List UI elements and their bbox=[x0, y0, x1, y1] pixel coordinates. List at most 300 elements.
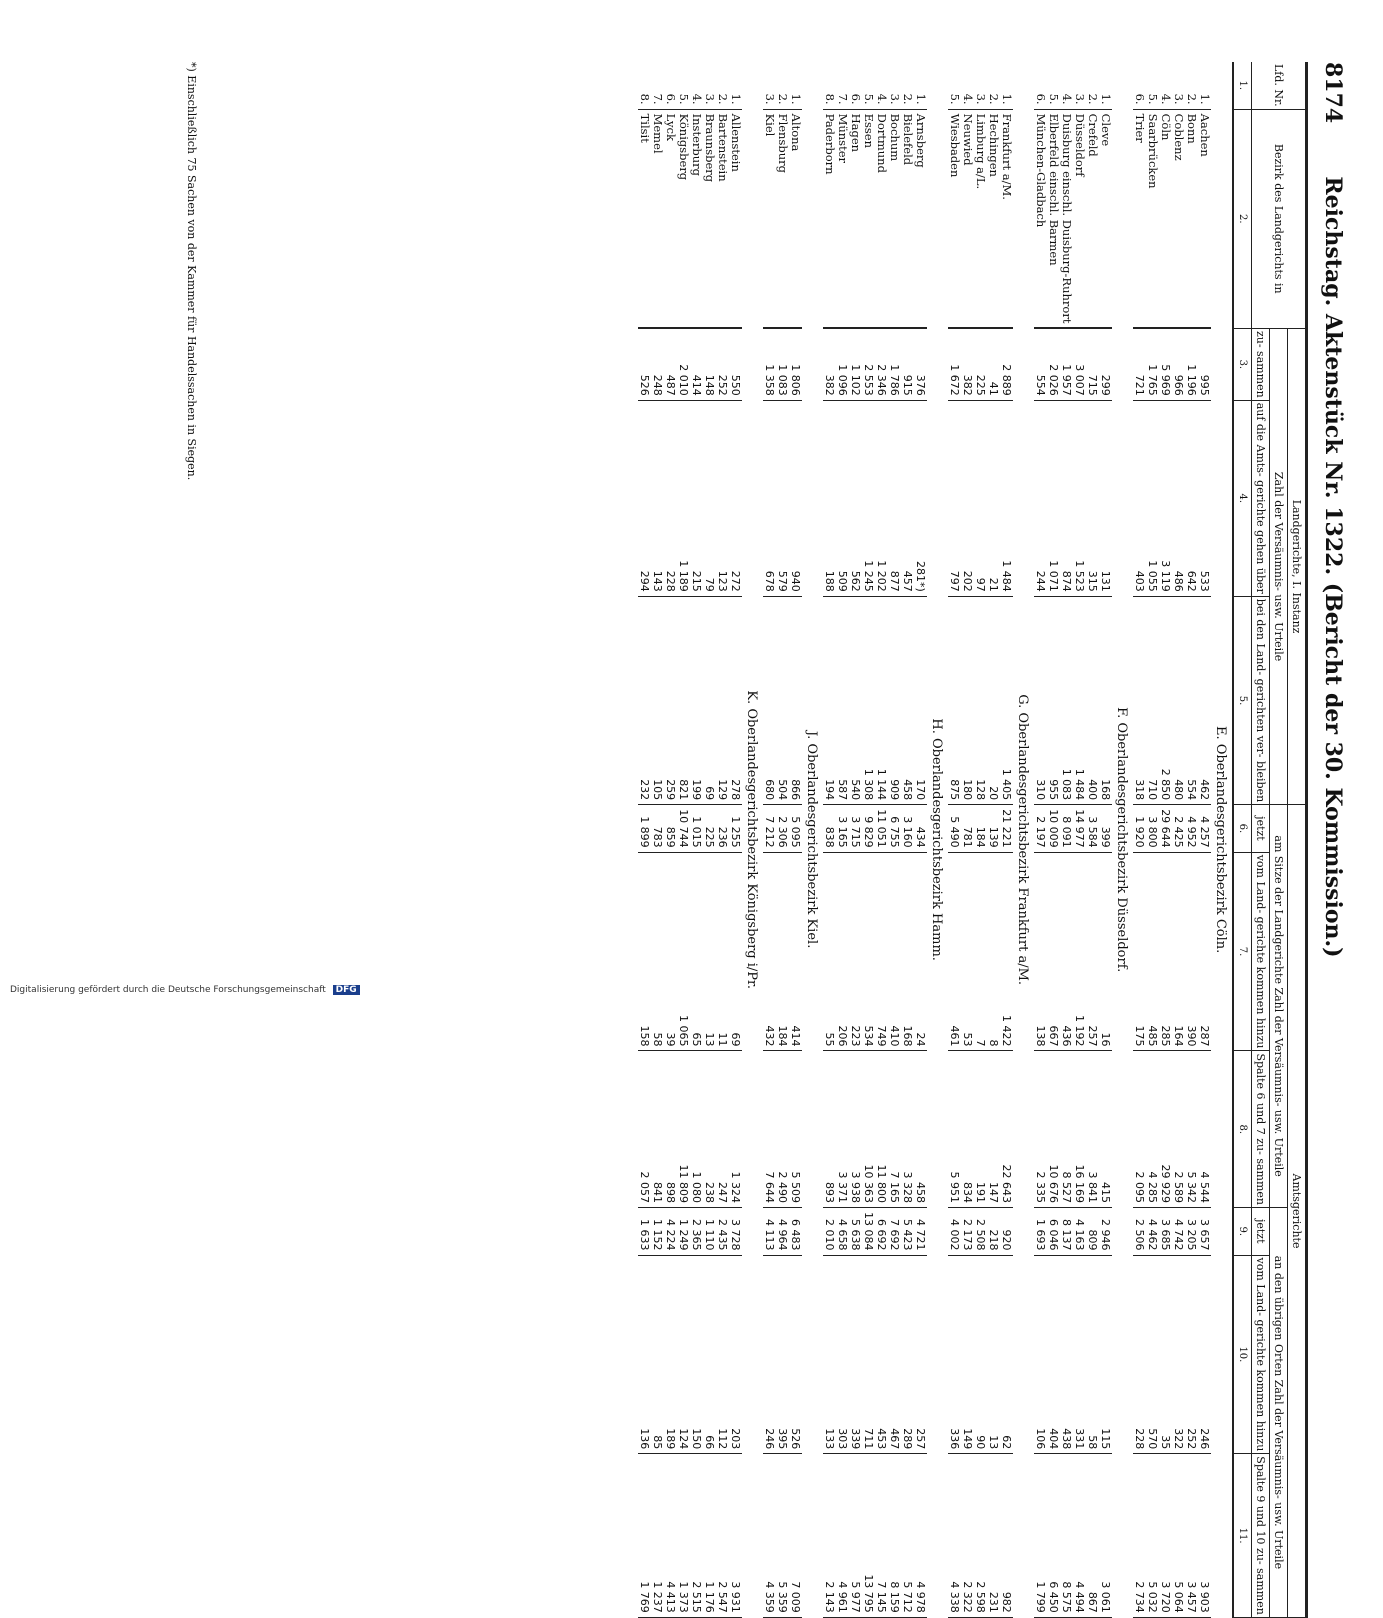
value-cell: 5 490 bbox=[948, 805, 961, 853]
value-cell: 570 bbox=[1146, 1255, 1159, 1454]
value-cell: 79 bbox=[703, 400, 716, 596]
row-number: 3. bbox=[763, 62, 776, 109]
value-cell: 550 bbox=[729, 328, 742, 400]
value-cell: 4 338 bbox=[948, 1454, 961, 1618]
value-cell: 11 051 bbox=[875, 805, 888, 853]
value-cell: 1 249 bbox=[677, 1208, 690, 1256]
row-number: 3. bbox=[703, 62, 716, 109]
value-cell: 487 bbox=[664, 328, 677, 400]
value-cell: 3 903 bbox=[1198, 1454, 1211, 1618]
value-cell: 715 bbox=[1086, 328, 1099, 400]
value-cell: 231 bbox=[987, 1454, 1000, 1618]
value-cell: 5 095 bbox=[789, 805, 802, 853]
value-cell: 4 224 bbox=[664, 1208, 677, 1256]
col-3-header: zu- sammen bbox=[1252, 328, 1270, 400]
value-cell: 1 633 bbox=[638, 1208, 651, 1256]
value-cell: 6 692 bbox=[875, 1208, 888, 1256]
value-cell: 467 bbox=[888, 1255, 901, 1454]
dfg-logo: DFG bbox=[333, 985, 360, 995]
value-cell: 909 bbox=[888, 596, 901, 804]
value-cell: 257 bbox=[1086, 852, 1099, 1051]
section-heading-row bbox=[1112, 62, 1133, 1617]
value-cell: 711 bbox=[862, 1255, 875, 1454]
section-title: K. Oberlandesgerichtsbezirk Königsberg i/Pr. bbox=[744, 690, 759, 989]
value-cell: 995 bbox=[1198, 328, 1211, 400]
section-heading-row bbox=[1211, 62, 1233, 1617]
value-cell: 14 977 bbox=[1073, 805, 1086, 853]
value-cell: 1 765 bbox=[1146, 328, 1159, 400]
ag-sitz-group-header: am Sitze der Landgerichte Zahl der Versäumnis- usw. Urteile bbox=[1270, 805, 1288, 1208]
value-cell: 259 bbox=[664, 596, 677, 804]
column-number: 2. bbox=[1233, 109, 1252, 328]
row-number: 5. bbox=[1146, 62, 1159, 109]
value-cell: 285 bbox=[1159, 852, 1172, 1051]
section-title: F. Oberlandesgerichtsbezirk Düsseldorf. bbox=[1114, 707, 1129, 973]
value-cell: 3 205 bbox=[1185, 1208, 1198, 1256]
value-cell: 191 bbox=[974, 1051, 987, 1208]
row-number: 4. bbox=[1159, 62, 1172, 109]
value-cell: 246 bbox=[1198, 1255, 1211, 1454]
row-number: 3. bbox=[974, 62, 987, 109]
col-nr-header: Lfd. Nr. bbox=[1252, 62, 1307, 109]
row-number: 6. bbox=[664, 62, 677, 109]
value-cell: 2 506 bbox=[1133, 1208, 1146, 1256]
value-cell: 462 bbox=[1198, 596, 1211, 804]
value-cell: 90 bbox=[974, 1255, 987, 1454]
district-name: Kiel bbox=[763, 109, 776, 328]
row-number: 3. bbox=[888, 62, 901, 109]
value-cell: 184 bbox=[776, 852, 789, 1051]
value-cell: 138 bbox=[1034, 852, 1047, 1051]
district-name: Elberfeld einschl. Barmen bbox=[1047, 109, 1060, 328]
table-row bbox=[664, 62, 677, 1617]
amtsgerichte-header: Amtsgerichte bbox=[1288, 805, 1307, 1618]
table-row bbox=[651, 62, 664, 1617]
district-name: Tilsit bbox=[638, 109, 651, 328]
value-cell: 199 bbox=[690, 596, 703, 804]
value-cell: 1 015 bbox=[690, 805, 703, 853]
column-number: 9. bbox=[1233, 1208, 1252, 1256]
value-cell: 2 095 bbox=[1133, 1051, 1146, 1208]
value-cell: 16 bbox=[1099, 852, 1112, 1051]
table-row bbox=[914, 62, 927, 1617]
value-cell: 1 523 bbox=[1073, 400, 1086, 596]
district-name: Neuwied bbox=[961, 109, 974, 328]
column-number: 3. bbox=[1233, 328, 1252, 400]
table-row bbox=[1099, 62, 1112, 1617]
value-cell: 203 bbox=[729, 1255, 742, 1454]
district-name: Hagen bbox=[849, 109, 862, 328]
value-cell: 1 358 bbox=[763, 328, 776, 400]
value-cell: 303 bbox=[836, 1255, 849, 1454]
value-cell: 2 010 bbox=[823, 1208, 836, 1256]
row-number: 6. bbox=[849, 62, 862, 109]
value-cell: 1 055 bbox=[1146, 400, 1159, 596]
page-number: 8174 bbox=[1320, 62, 1346, 124]
value-cell: 2 143 bbox=[823, 1454, 836, 1618]
digitization-credit bbox=[10, 985, 360, 995]
section-title: J. Oberlandesgerichtsbezirk Kiel. bbox=[804, 730, 819, 949]
value-cell: 376 bbox=[914, 328, 927, 400]
value-cell: 3 931 bbox=[729, 1454, 742, 1618]
table-row bbox=[716, 62, 729, 1617]
value-cell: 8 575 bbox=[1060, 1454, 1073, 1618]
value-cell: 2 010 bbox=[677, 328, 690, 400]
value-cell: 1 065 bbox=[677, 852, 690, 1051]
district-name: Düsseldorf bbox=[1073, 109, 1086, 328]
value-cell: 158 bbox=[638, 852, 651, 1051]
col-4-header: auf die Amts- gerichte gehen über bbox=[1252, 400, 1270, 596]
value-cell: 228 bbox=[664, 400, 677, 596]
value-cell: 223 bbox=[849, 852, 862, 1051]
value-cell: 3 119 bbox=[1159, 400, 1172, 596]
value-cell: 534 bbox=[862, 852, 875, 1051]
table-row bbox=[901, 62, 914, 1617]
column-number: 11. bbox=[1233, 1454, 1252, 1618]
value-cell: 1 080 bbox=[690, 1051, 703, 1208]
value-cell: 3 165 bbox=[836, 805, 849, 853]
value-cell: 859 bbox=[664, 805, 677, 853]
row-number: 6. bbox=[1133, 62, 1146, 109]
value-cell: 485 bbox=[1146, 852, 1159, 1051]
table-row bbox=[677, 62, 690, 1617]
value-cell: 85 bbox=[651, 1255, 664, 1454]
statistics-table bbox=[638, 62, 1308, 1618]
value-cell: 680 bbox=[763, 596, 776, 804]
value-cell: 3 720 bbox=[1159, 1454, 1172, 1618]
value-cell: 11 bbox=[716, 852, 729, 1051]
section-title: H. Oberlandesgerichtsbezirk Hamm. bbox=[929, 718, 944, 961]
value-cell: 21 bbox=[987, 400, 1000, 596]
row-number: 2. bbox=[776, 62, 789, 109]
value-cell: 2 515 bbox=[690, 1454, 703, 1618]
value-cell: 5 509 bbox=[789, 1051, 802, 1208]
district-name: Münster bbox=[836, 109, 849, 328]
value-cell: 1 920 bbox=[1133, 805, 1146, 853]
col-bezirk-header: Bezirk des Landgerichts in bbox=[1252, 109, 1307, 328]
table-row bbox=[1073, 62, 1086, 1617]
section-heading-row bbox=[802, 62, 823, 1617]
value-cell: 874 bbox=[1060, 400, 1073, 596]
district-name: Hechingen bbox=[987, 109, 1000, 328]
value-cell: 188 bbox=[823, 400, 836, 596]
lg-group-header: Zahl der Versäumnis- usw. Urteile bbox=[1270, 328, 1288, 804]
value-cell: 2 889 bbox=[1000, 328, 1013, 400]
value-cell: 1 405 bbox=[1000, 596, 1013, 804]
value-cell: 175 bbox=[1133, 852, 1146, 1051]
value-cell: 147 bbox=[987, 1051, 1000, 1208]
value-cell: 232 bbox=[638, 596, 651, 804]
value-cell: 920 bbox=[1000, 1208, 1013, 1256]
district-name: Coblenz bbox=[1172, 109, 1185, 328]
value-cell: 6 450 bbox=[1047, 1454, 1060, 1618]
value-cell: 2 946 bbox=[1099, 1208, 1112, 1256]
value-cell: 2 335 bbox=[1034, 1051, 1047, 1208]
value-cell: 579 bbox=[776, 400, 789, 596]
value-cell: 395 bbox=[776, 1255, 789, 1454]
row-number: 1. bbox=[1000, 62, 1013, 109]
district-name: Limburg a/L. bbox=[974, 109, 987, 328]
value-cell: 461 bbox=[948, 852, 961, 1051]
value-cell: 1 484 bbox=[1073, 596, 1086, 804]
table-row bbox=[763, 62, 776, 1617]
value-cell: 7 165 bbox=[888, 1051, 901, 1208]
value-cell: 278 bbox=[729, 596, 742, 804]
value-cell: 1 083 bbox=[1060, 596, 1073, 804]
table-row bbox=[1133, 62, 1146, 1617]
table-row bbox=[862, 62, 875, 1617]
table-row bbox=[776, 62, 789, 1617]
value-cell: 3 728 bbox=[729, 1208, 742, 1256]
value-cell: 289 bbox=[901, 1255, 914, 1454]
table-row bbox=[1034, 62, 1047, 1617]
value-cell: 404 bbox=[1047, 1255, 1060, 1454]
value-cell: 55 bbox=[823, 852, 836, 1051]
value-cell: 390 bbox=[1185, 852, 1198, 1051]
row-number: 8. bbox=[823, 62, 836, 109]
value-cell: 414 bbox=[690, 328, 703, 400]
value-cell: 24 bbox=[914, 852, 927, 1051]
value-cell: 244 bbox=[1034, 400, 1047, 596]
value-cell: 8 159 bbox=[888, 1454, 901, 1618]
row-number: 2. bbox=[716, 62, 729, 109]
value-cell: 982 bbox=[1000, 1454, 1013, 1618]
value-cell: 1 899 bbox=[638, 805, 651, 853]
district-name: Aachen bbox=[1198, 109, 1211, 328]
value-cell: 136 bbox=[638, 1255, 651, 1454]
section-heading-row bbox=[1013, 62, 1034, 1617]
value-cell: 2 026 bbox=[1047, 328, 1060, 400]
value-cell: 3 007 bbox=[1073, 328, 1086, 400]
section-heading-row bbox=[742, 62, 763, 1617]
value-cell: 13 084 bbox=[862, 1208, 875, 1256]
district-name: Bochum bbox=[888, 109, 901, 328]
value-cell: 458 bbox=[901, 596, 914, 804]
value-cell: 58 bbox=[1086, 1255, 1099, 1454]
value-cell: 781 bbox=[961, 805, 974, 853]
value-cell: 2 553 bbox=[862, 328, 875, 400]
value-cell: 1 202 bbox=[875, 400, 888, 596]
row-number: 3. bbox=[1073, 62, 1086, 109]
value-cell: 4 359 bbox=[763, 1454, 776, 1618]
value-cell: 2 850 bbox=[1159, 596, 1172, 804]
value-cell: 8 bbox=[987, 852, 1000, 1051]
footnote: *) Einschließlich 75 Sachen von der Kammer für Handelssachen in Siegen. bbox=[185, 62, 198, 481]
value-cell: 3 715 bbox=[849, 805, 862, 853]
value-cell: 252 bbox=[716, 328, 729, 400]
value-cell: 1 176 bbox=[703, 1454, 716, 1618]
credit-text: Digitalisierung gefördert durch die Deutsche Forschungsgemeinschaft bbox=[10, 985, 326, 995]
row-number: 5. bbox=[677, 62, 690, 109]
value-cell: 5 423 bbox=[901, 1208, 914, 1256]
value-cell: 1 786 bbox=[888, 328, 901, 400]
table-row bbox=[789, 62, 802, 1617]
value-cell: 434 bbox=[914, 805, 927, 853]
value-cell: 1 102 bbox=[849, 328, 862, 400]
district-name: Cleve bbox=[1099, 109, 1112, 328]
table-row bbox=[875, 62, 888, 1617]
col-5-header: bei den Land- gerichten ver- bleiben bbox=[1252, 596, 1270, 804]
row-number: 2. bbox=[901, 62, 914, 109]
value-cell: 2 197 bbox=[1034, 805, 1047, 853]
table-row bbox=[1198, 62, 1211, 1617]
value-cell: 1 196 bbox=[1185, 328, 1198, 400]
value-cell: 29 929 bbox=[1159, 1051, 1172, 1208]
value-cell: 642 bbox=[1185, 400, 1198, 596]
value-cell: 5 064 bbox=[1172, 1454, 1185, 1618]
value-cell: 562 bbox=[849, 400, 862, 596]
district-name: Allenstein bbox=[729, 109, 742, 328]
value-cell: 1 484 bbox=[1000, 400, 1013, 596]
section-title: E. Oberlandesgerichtsbezirk Cöln. bbox=[1213, 726, 1228, 954]
row-number: 6. bbox=[1034, 62, 1047, 109]
value-cell: 7 009 bbox=[789, 1454, 802, 1618]
value-cell: 403 bbox=[1133, 400, 1146, 596]
value-cell: 10 744 bbox=[677, 805, 690, 853]
value-cell: 10 363 bbox=[862, 1051, 875, 1208]
value-cell: 3 584 bbox=[1086, 805, 1099, 853]
row-number: 7. bbox=[836, 62, 849, 109]
district-name: Altona bbox=[789, 109, 802, 328]
value-cell: 1 152 bbox=[651, 1208, 664, 1256]
value-cell: 294 bbox=[638, 400, 651, 596]
value-cell: 898 bbox=[664, 1051, 677, 1208]
value-cell: 4 721 bbox=[914, 1208, 927, 1256]
value-cell: 955 bbox=[1047, 596, 1060, 804]
table-row bbox=[1047, 62, 1060, 1617]
value-cell: 526 bbox=[789, 1255, 802, 1454]
value-cell: 5 342 bbox=[1185, 1051, 1198, 1208]
table-row bbox=[729, 62, 742, 1617]
value-cell: 106 bbox=[1034, 1255, 1047, 1454]
value-cell: 554 bbox=[1034, 328, 1047, 400]
table-row bbox=[836, 62, 849, 1617]
value-cell: 940 bbox=[789, 400, 802, 596]
value-cell: 105 bbox=[651, 596, 664, 804]
district-name: Königsberg bbox=[677, 109, 690, 328]
value-cell: 123 bbox=[716, 400, 729, 596]
value-cell: 400 bbox=[1086, 596, 1099, 804]
value-cell: 458 bbox=[914, 1051, 927, 1208]
value-cell: 2 306 bbox=[776, 805, 789, 853]
district-name: Bonn bbox=[1185, 109, 1198, 328]
value-cell: 246 bbox=[763, 1255, 776, 1454]
value-cell: 1 255 bbox=[729, 805, 742, 853]
value-cell: 587 bbox=[836, 596, 849, 804]
value-cell: 4 462 bbox=[1146, 1208, 1159, 1256]
district-name: Crefeld bbox=[1086, 109, 1099, 328]
value-cell: 39 bbox=[664, 852, 677, 1051]
table-row bbox=[823, 62, 836, 1617]
value-cell: 2 322 bbox=[961, 1454, 974, 1618]
value-cell: 180 bbox=[961, 596, 974, 804]
value-cell: 5 359 bbox=[776, 1454, 789, 1618]
value-cell: 5 638 bbox=[849, 1208, 862, 1256]
value-cell: 1 672 bbox=[948, 328, 961, 400]
value-cell: 414 bbox=[789, 852, 802, 1051]
value-cell: 66 bbox=[703, 1255, 716, 1454]
district-name: München-Gladbach bbox=[1034, 109, 1047, 328]
value-cell: 533 bbox=[1198, 400, 1211, 596]
value-cell: 206 bbox=[836, 852, 849, 1051]
column-number: 5. bbox=[1233, 596, 1252, 804]
value-cell: 457 bbox=[901, 400, 914, 596]
value-cell: 867 bbox=[1086, 1454, 1099, 1618]
value-cell: 2 734 bbox=[1133, 1454, 1146, 1618]
value-cell: 272 bbox=[729, 400, 742, 596]
value-cell: 149 bbox=[961, 1255, 974, 1454]
page-header bbox=[1313, 62, 1353, 962]
value-cell: 7 644 bbox=[763, 1051, 776, 1208]
value-cell: 838 bbox=[823, 805, 836, 853]
value-cell: 382 bbox=[823, 328, 836, 400]
value-cell: 5 951 bbox=[948, 1051, 961, 1208]
value-cell: 184 bbox=[974, 805, 987, 853]
value-cell: 8 527 bbox=[1060, 1051, 1073, 1208]
value-cell: 13 bbox=[987, 1255, 1000, 1454]
landgerichte-header: Landgerichte, I. Instanz bbox=[1288, 328, 1307, 804]
row-number: 8. bbox=[638, 62, 651, 109]
col-11-header: Spalte 9 und 10 zu- sammen bbox=[1252, 1454, 1270, 1618]
col-9-header: jetzt bbox=[1252, 1208, 1270, 1256]
value-cell: 252 bbox=[1185, 1255, 1198, 1454]
value-cell: 318 bbox=[1133, 596, 1146, 804]
district-name: Arnsberg bbox=[914, 109, 927, 328]
value-cell: 415 bbox=[1099, 1051, 1112, 1208]
value-cell: 4 658 bbox=[836, 1208, 849, 1256]
value-cell: 20 bbox=[987, 596, 1000, 804]
value-cell: 1 096 bbox=[836, 328, 849, 400]
column-number-row bbox=[1233, 62, 1252, 1617]
value-cell: 8 091 bbox=[1060, 805, 1073, 853]
value-cell: 4 742 bbox=[1172, 1208, 1185, 1256]
table-row bbox=[1172, 62, 1185, 1617]
value-cell: 4 002 bbox=[948, 1208, 961, 1256]
value-cell: 1 237 bbox=[651, 1454, 664, 1618]
section-heading-row bbox=[927, 62, 948, 1617]
value-cell: 69 bbox=[703, 596, 716, 804]
value-cell: 2 346 bbox=[875, 328, 888, 400]
value-cell: 336 bbox=[948, 1255, 961, 1454]
value-cell: 4 413 bbox=[664, 1454, 677, 1618]
district-name: Bartenstein bbox=[716, 109, 729, 328]
value-cell: 4 544 bbox=[1198, 1051, 1211, 1208]
value-cell: 821 bbox=[677, 596, 690, 804]
value-cell: 1 806 bbox=[789, 328, 802, 400]
value-cell: 1 110 bbox=[703, 1208, 716, 1256]
value-cell: 1 324 bbox=[729, 1051, 742, 1208]
value-cell: 170 bbox=[914, 596, 927, 804]
value-cell: 2 057 bbox=[638, 1051, 651, 1208]
column-number: 1. bbox=[1233, 62, 1252, 109]
value-cell: 3 938 bbox=[849, 1051, 862, 1208]
value-cell: 399 bbox=[1099, 805, 1112, 853]
value-cell: 5 032 bbox=[1146, 1454, 1159, 1618]
value-cell: 453 bbox=[875, 1255, 888, 1454]
value-cell: 41 bbox=[987, 328, 1000, 400]
value-cell: 10 009 bbox=[1047, 805, 1060, 853]
value-cell: 2 365 bbox=[690, 1208, 703, 1256]
value-cell: 526 bbox=[638, 328, 651, 400]
value-cell: 667 bbox=[1047, 852, 1060, 1051]
value-cell: 8 137 bbox=[1060, 1208, 1073, 1256]
section-title: G. Oberlandesgerichtsbezirk Frankfurt a/M. bbox=[1015, 694, 1030, 986]
value-cell: 877 bbox=[888, 400, 901, 596]
value-cell: 194 bbox=[823, 596, 836, 804]
value-cell: 218 bbox=[987, 1208, 1000, 1256]
value-cell: 4 285 bbox=[1146, 1051, 1159, 1208]
district-name: Insterburg bbox=[690, 109, 703, 328]
